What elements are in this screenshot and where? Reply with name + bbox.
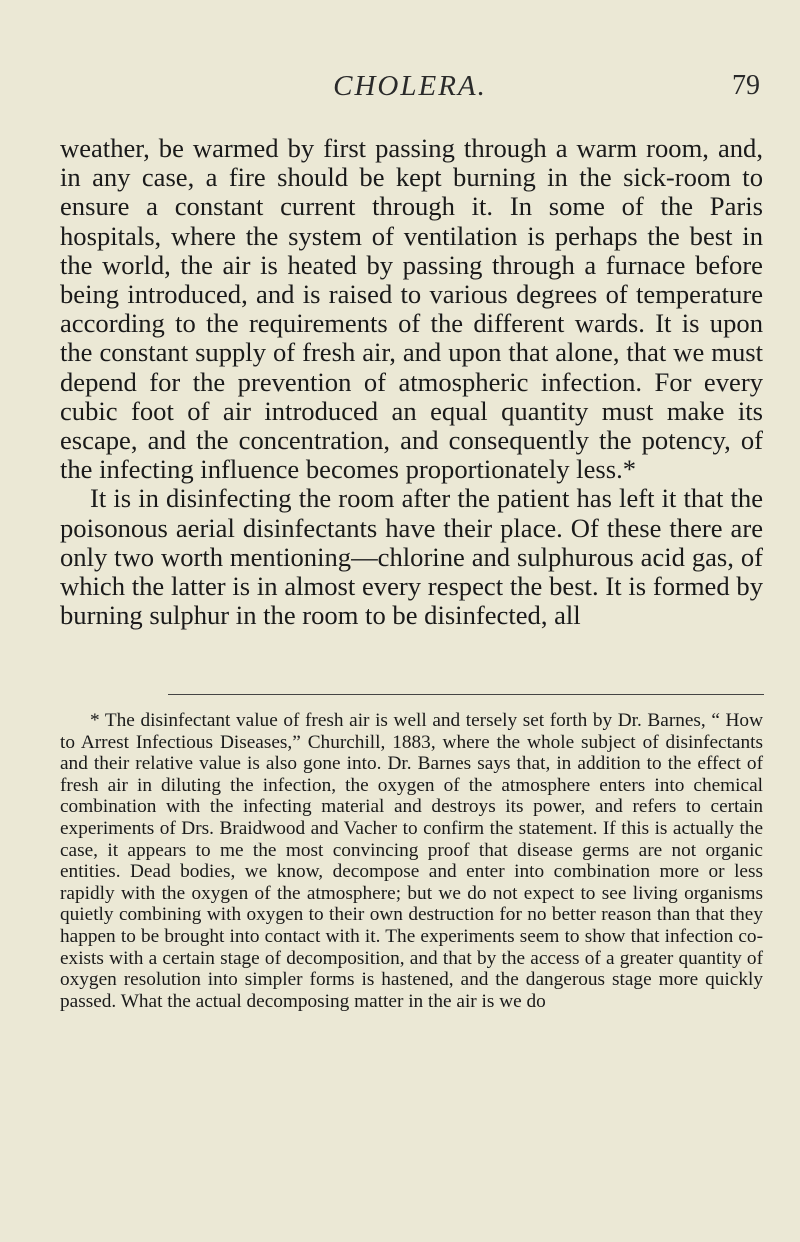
body-paragraph-2: It is in disinfecting the room after the patient has left it that the poisonous aerial disinfectants have their place. Of these there are only two worth mentioning—chlorine and sulphurous acid gas, of which the latter is in almost every respect the best. It is formed by burning sulphur in the room to be disinfected, all (60, 483, 763, 631)
main-text (60, 134, 763, 630)
footnote-text: * The disinfectant value of fresh air is well and tersely set forth by Dr. Barnes, “ How to Arrest Infectious Diseases,” Churchill, 1883, where the whole subject of disinfectants and their relative value is also gone into. Dr. Barnes says that, in addition to the effect of fresh air in diluting the infection, the oxygen of the atmosphere enters into chemical combination with the infecting material and destroys its power, and refers to certain experiments of Drs. Braidwood and Vacher to confirm the statement. If this is actually the case, it appears to me the most convincing proof that disease germs are not organic entities. Dead bodies, we know, decompose and enter into combination more or less rapidly with the oxygen of the atmosphere; but we do not expect to see living organisms quietly combining with oxygen to their own destruction for no better reason than that they happen to be brought into contact with it. The experiments seem to show that infection co-exists with a certain stage of decomposition, and that by the access of a greater quantity of oxygen resolution into simpler forms is hastened, and the dangerous stage more quickly passed. What the actual decomposing matter in the air is we do (60, 710, 763, 1012)
body-paragraph-1: weather, be warmed by first passing through a warm room, and, in any case, a fire should be kept burning in the sick-room to ensure a constant current through it. In some of the Paris hospitals, where the system of ventilation is perhaps the best in the world, the air is heated by passing through a furnace before being introduced, and is raised to various degrees of temperature according to the requirements of the different wards. It is upon the constant supply of fresh air, and upon that alone, that we must depend for the prevention of atmospheric infection. For every cubic foot of air introduced an equal quantity must make its escape, and the concentration, and consequently the potency, of the infecting influence becomes proportionately less.* (60, 133, 763, 485)
footnote (60, 710, 763, 1012)
running-title: CHOLERA. (333, 70, 487, 102)
page-number: 79 (732, 70, 760, 101)
page-header (60, 70, 760, 110)
footnote-rule (168, 694, 764, 695)
